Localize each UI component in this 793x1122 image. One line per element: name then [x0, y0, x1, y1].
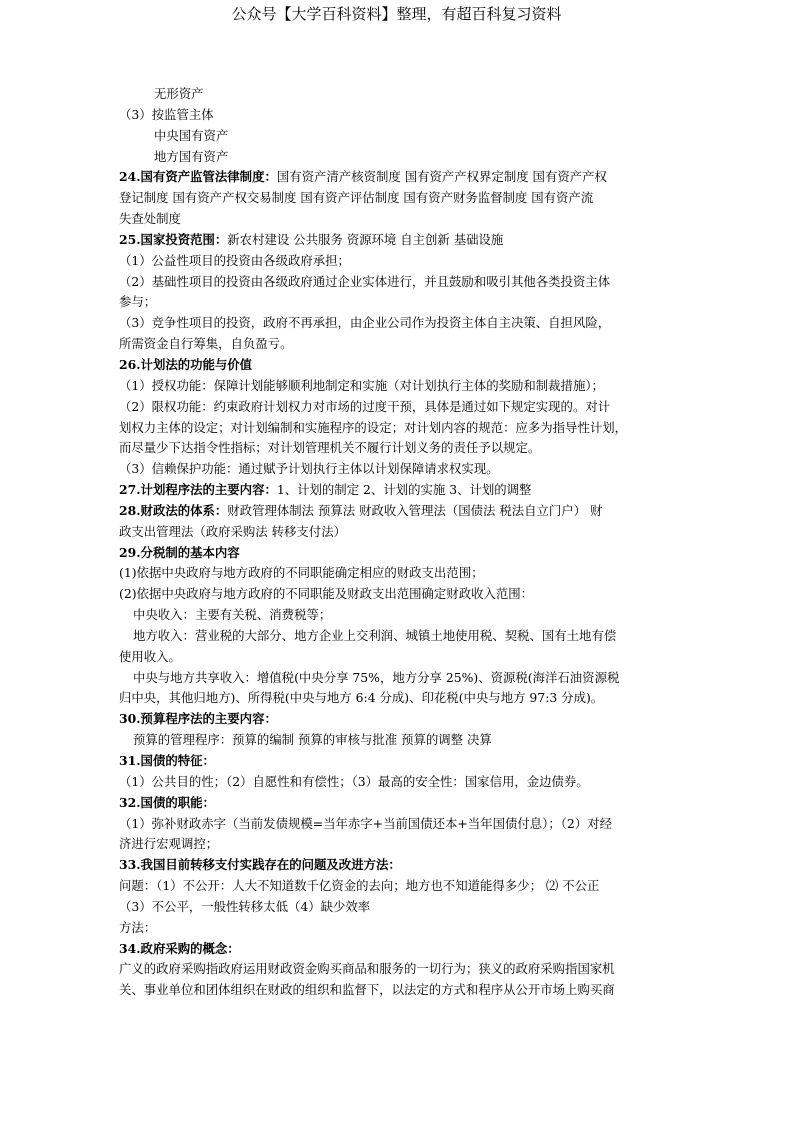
heading-label: 24.国有资产监管法律制度：	[119, 169, 277, 185]
text-line	[119, 292, 677, 313]
text-line	[119, 209, 677, 230]
text-line	[119, 126, 677, 147]
text-line	[119, 730, 677, 751]
line-text: 问题：（1）不公开：人大不知道数千亿资金的去向；地方也不知道能得多少； ⑵ 不公正	[119, 878, 600, 894]
heading-label: 26.计划法的功能与价值	[119, 356, 253, 372]
text-line	[119, 418, 677, 439]
line-text: 地方收入：营业税的大部分、地方企业上交利润、城镇土地使用税、契税、国有土地有偿	[133, 627, 617, 643]
line-text: （1）弥补财政赤字（当前发债规模=当年赤字+当前国债还本+当年国债付息）；（2）对经	[119, 815, 612, 831]
section-heading	[119, 793, 677, 814]
line-text: （1）公共目的性；（2）自愿性和有偿性；（3）最高的安全性：国家信用，金边债券。	[119, 773, 589, 789]
line-text: 济进行宏观调控；	[119, 836, 219, 852]
section-heading	[119, 855, 677, 876]
line-text: 政支出管理法（政府采购法 转移支付法）	[119, 523, 346, 539]
line-text: 地方国有资产	[154, 148, 229, 164]
text-line	[119, 188, 677, 209]
line-text: （3）不公平，一般性转移太低（4）缺少效率	[119, 898, 371, 914]
section-heading	[119, 480, 677, 501]
section-heading	[119, 167, 677, 188]
line-text: 中央与地方共享收入：增值税(中央分享 75%，地方分享 25%)、资源税(海洋石油资源税	[133, 669, 620, 685]
heading-label: 29.分税制的基本内容	[119, 544, 240, 560]
line-text: （3）信赖保护功能：通过赋予计划执行主体以计划保障请求权实现。	[119, 461, 499, 477]
heading-label: 28.财政法的体系：	[119, 502, 228, 518]
text-line	[119, 584, 677, 605]
line-text: 广义的政府采购指政府运用财政资金购买商品和服务的一切行为；狭义的政府采购指国家机	[119, 961, 615, 977]
text-line	[119, 84, 677, 105]
line-text: 所需资金自行筹集，自负盈亏。	[119, 336, 293, 352]
heading-label: 31.国债的特征：	[119, 753, 215, 768]
line-text: 新农村建设 公共服务 资源环境 自主创新 基础设施	[227, 231, 504, 247]
text-line	[119, 668, 677, 689]
text-line	[119, 605, 677, 626]
text-line	[119, 438, 677, 459]
line-text: （1）授权功能：保障计划能够顺利地制定和实施（对计划执行主体的奖励和制裁措施）；	[119, 377, 604, 393]
line-text: (2)依据中央政府与地方政府的不同职能及财政支出范围确定财政收入范围：	[119, 586, 534, 602]
line-text: 中央国有资产	[154, 127, 229, 143]
text-line	[119, 147, 677, 168]
section-heading	[119, 751, 677, 772]
section-heading	[119, 543, 677, 564]
line-text: 预算的管理程序：预算的编制 预算的审核与批准 预算的调整 决算	[133, 732, 492, 748]
line-text: 财政管理体制法 预算法 财政收入管理法（国债法 税法自立门户） 财	[227, 502, 603, 518]
text-line	[119, 397, 677, 418]
text-line	[119, 334, 677, 355]
line-text: （2）限权功能：约束政府计划权力对市场的过度干预，具体是通过如下规定实现的。对计	[119, 398, 611, 414]
text-line	[119, 522, 677, 543]
heading-label: 25.国家投资范围：	[119, 231, 228, 247]
text-line	[119, 272, 677, 293]
text-line	[119, 563, 677, 584]
line-text: （1）公益性项目的投资由各级政府承担；	[119, 252, 350, 268]
line-text: 方法：	[119, 919, 157, 935]
line-text: 1、计划的制定 2、计划的实施 3、计划的调整	[276, 482, 532, 498]
line-text: 而尽量少下达指令性指标；对计划管理机关不履行计划义务的责任予以规定。	[119, 440, 541, 456]
line-text: 使用收入。	[119, 648, 181, 664]
text-line	[119, 688, 677, 709]
line-text: （3）按监管主体	[119, 106, 214, 122]
text-line	[119, 980, 677, 1001]
page-header: 公众号【大学百科资料】整理，有超百科复习资料	[231, 5, 562, 23]
text-line	[119, 647, 677, 668]
text-line	[119, 876, 677, 897]
line-text: 划权力主体的设定；对计划编制和实施程序的设定；对计划内容的规范：应多为指导性计划，	[119, 419, 628, 435]
text-line	[119, 376, 677, 397]
line-text: 中央收入：主要有关税、消费税等；	[133, 607, 332, 623]
line-text: 登记制度 国有资产产权交易制度 国有资产评估制度 国有资产财务监督制度 国有资产流	[119, 190, 594, 206]
line-text: （3）竞争性项目的投资，政府不再承担，由企业公司作为投资主体自主决策、自担风险，	[119, 315, 611, 331]
line-text: 失查处制度	[119, 211, 181, 227]
section-heading	[119, 501, 677, 522]
section-heading	[119, 709, 677, 730]
line-text: (1)依据中央政府与地方政府的不同职能确定相应的财政支出范围；	[119, 565, 484, 581]
section-heading	[119, 230, 677, 251]
text-line	[119, 105, 677, 126]
text-line	[119, 772, 677, 793]
line-text: 无形资产	[154, 86, 204, 101]
text-line	[119, 626, 677, 647]
text-line	[119, 459, 677, 480]
line-text: 归中央，其他归地方)、所得税(中央与地方 6:4 分成)、印花税(中央与地方 97:3 分成)。	[119, 690, 604, 706]
heading-label: 33.我国目前转移支付实践存在的问题及改进方法：	[119, 857, 401, 873]
text-line	[119, 959, 677, 980]
text-line	[119, 918, 677, 939]
text-line	[119, 313, 677, 334]
text-line	[119, 814, 677, 835]
line-text: （2）基础性项目的投资由各级政府通过企业实体进行，并且鼓励和吸引其他各类投资主体	[119, 273, 611, 289]
text-line	[119, 897, 677, 918]
heading-label: 27.计划程序法的主要内容：	[119, 482, 277, 498]
heading-label: 30.预算程序法的主要内容：	[119, 711, 277, 727]
text-line	[119, 834, 677, 855]
section-heading	[119, 355, 677, 376]
line-text: 国有资产清产核资制度 国有资产产权界定制度 国有资产产权	[276, 169, 607, 185]
text-line	[119, 251, 677, 272]
line-text: 关、事业单位和团体组织在财政的组织和监督下，以法定的方式和程序从公开市场上购买商	[119, 982, 615, 998]
document-body	[119, 84, 677, 1001]
line-text: 参与；	[119, 294, 157, 310]
heading-label: 34.政府采购的概念：	[119, 940, 240, 956]
section-heading	[119, 939, 677, 960]
heading-label: 32.国债的职能：	[119, 794, 215, 810]
